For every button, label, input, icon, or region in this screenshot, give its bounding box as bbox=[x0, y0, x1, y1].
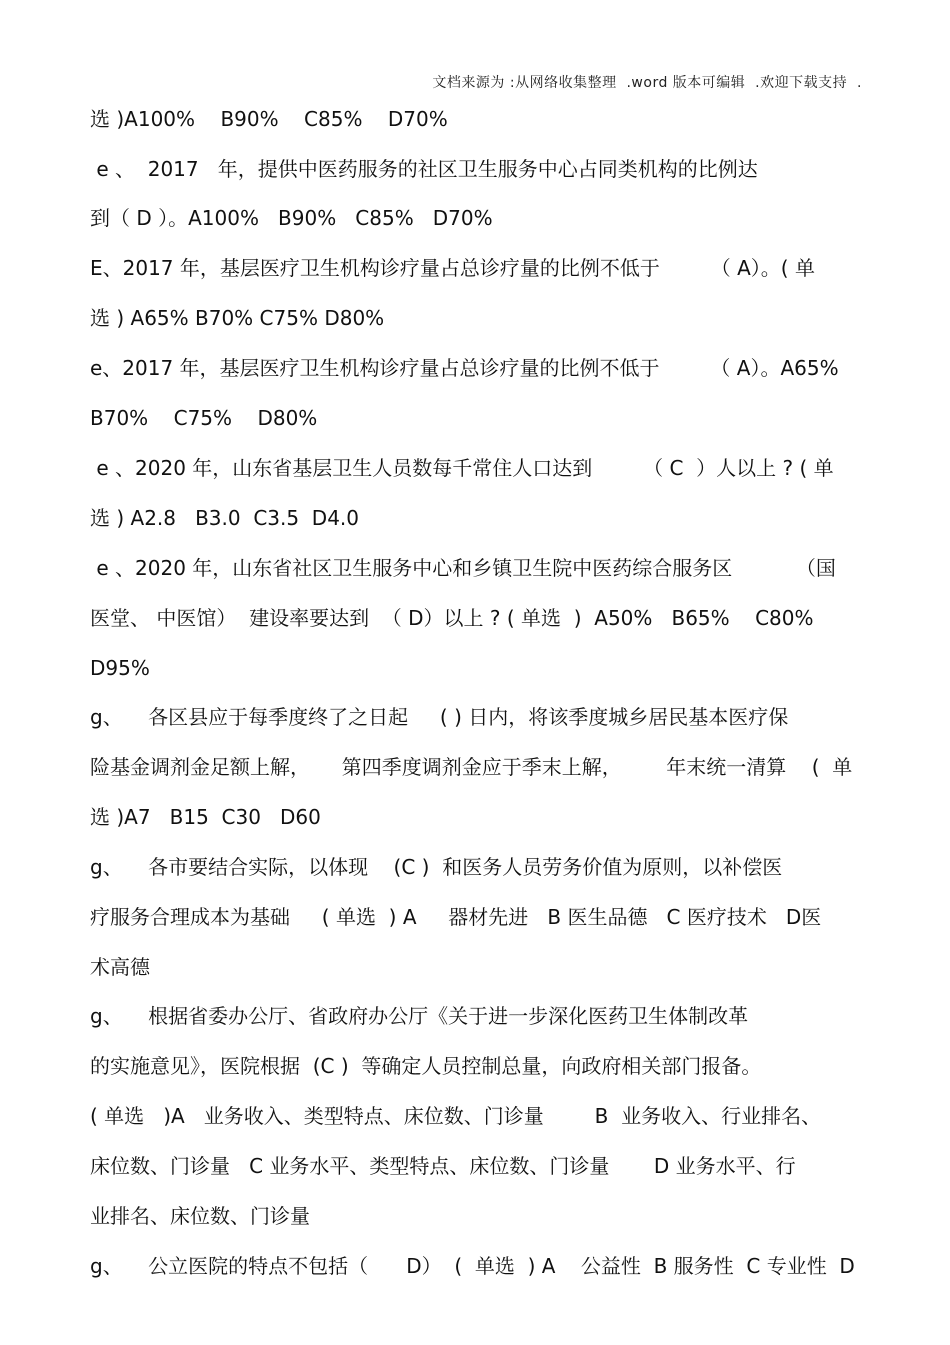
text-line: 的实施意见》，医院根据 (C ) 等确定人员控制总量，向政府相关部门报备。 bbox=[90, 1054, 762, 1078]
text-line: g、 根据省委办公厅、省政府办公厅《关于进一步深化医药卫生体制改革 bbox=[90, 1004, 749, 1028]
text-line: 到（ D ）。A100% B90% C85% D70% bbox=[90, 206, 493, 230]
text-line: e 、2020 年，山东省基层卫生人员数每千常住人口达到 （ C ）人以上 ? ( 单 bbox=[90, 456, 834, 480]
text-line: 选 )A100% B90% C85% D70% bbox=[90, 107, 448, 131]
text-line: 选 ) A2.8 B3.0 C3.5 D4.0 bbox=[90, 506, 360, 530]
text-line: 术高德 bbox=[90, 955, 150, 979]
text-line: D95% bbox=[90, 656, 150, 680]
text-line: e、2017 年，基层医疗卫生机构诊疗量占总诊疗量的比例不低于 （ A）。A65% bbox=[90, 356, 839, 380]
text-line: B70% C75% D80% bbox=[90, 406, 318, 430]
text-line: 床位数、门诊量 C 业务水平、类型特点、床位数、门诊量 D 业务水平、行 bbox=[90, 1154, 796, 1178]
text-line: 险基金调剂金足额上解， 第四季度调剂金应于季末上解， 年末统一清算 ( 单 bbox=[90, 755, 853, 779]
text-line: E、2017 年，基层医疗卫生机构诊疗量占总诊疗量的比例不低于 （ A）。( 单 bbox=[90, 256, 815, 280]
text-line: 选 )A7 B15 C30 D60 bbox=[90, 805, 321, 829]
text-line: 业排名、床位数、门诊量 bbox=[90, 1204, 310, 1228]
page-header-note: 文档来源为 :从网络收集整理 .word 版本可编辑 .欢迎下载支持 . bbox=[432, 75, 862, 91]
text-line: 医堂、 中医馆） 建设率要达到 （ D）以上 ? ( 单选 ) A50% B65% C80% bbox=[90, 606, 814, 630]
text-line: g、 各区县应于每季度终了之日起 ( ) 日内，将该季度城乡居民基本医疗保 bbox=[90, 705, 789, 729]
text-line: 疗服务合理成本为基础 ( 单选 ) A 器材先进 B 医生品德 C 医疗技术 D医 bbox=[90, 905, 822, 929]
text-line: 选 ) A65% B70% C75% D80% bbox=[90, 306, 385, 330]
text-line: g、 公立医院的特点不包括（ D） ( 单选 ) A 公益性 B 服务性 C 专业性 D bbox=[90, 1254, 855, 1278]
text-line: e 、2020 年，山东省社区卫生服务中心和乡镇卫生院中医药综合服务区 （国 bbox=[90, 556, 836, 580]
text-line: ( 单选 )A 业务收入、类型特点、床位数、门诊量 B 业务收入、行业排名、 bbox=[90, 1104, 822, 1128]
text-line: e 、 2017 年，提供中医药服务的社区卫生服务中心占同类机构的比例达 bbox=[90, 157, 758, 181]
text-line: g、 各市要结合实际，以体现 (C ) 和医务人员劳务价值为原则，以补偿医 bbox=[90, 855, 783, 879]
